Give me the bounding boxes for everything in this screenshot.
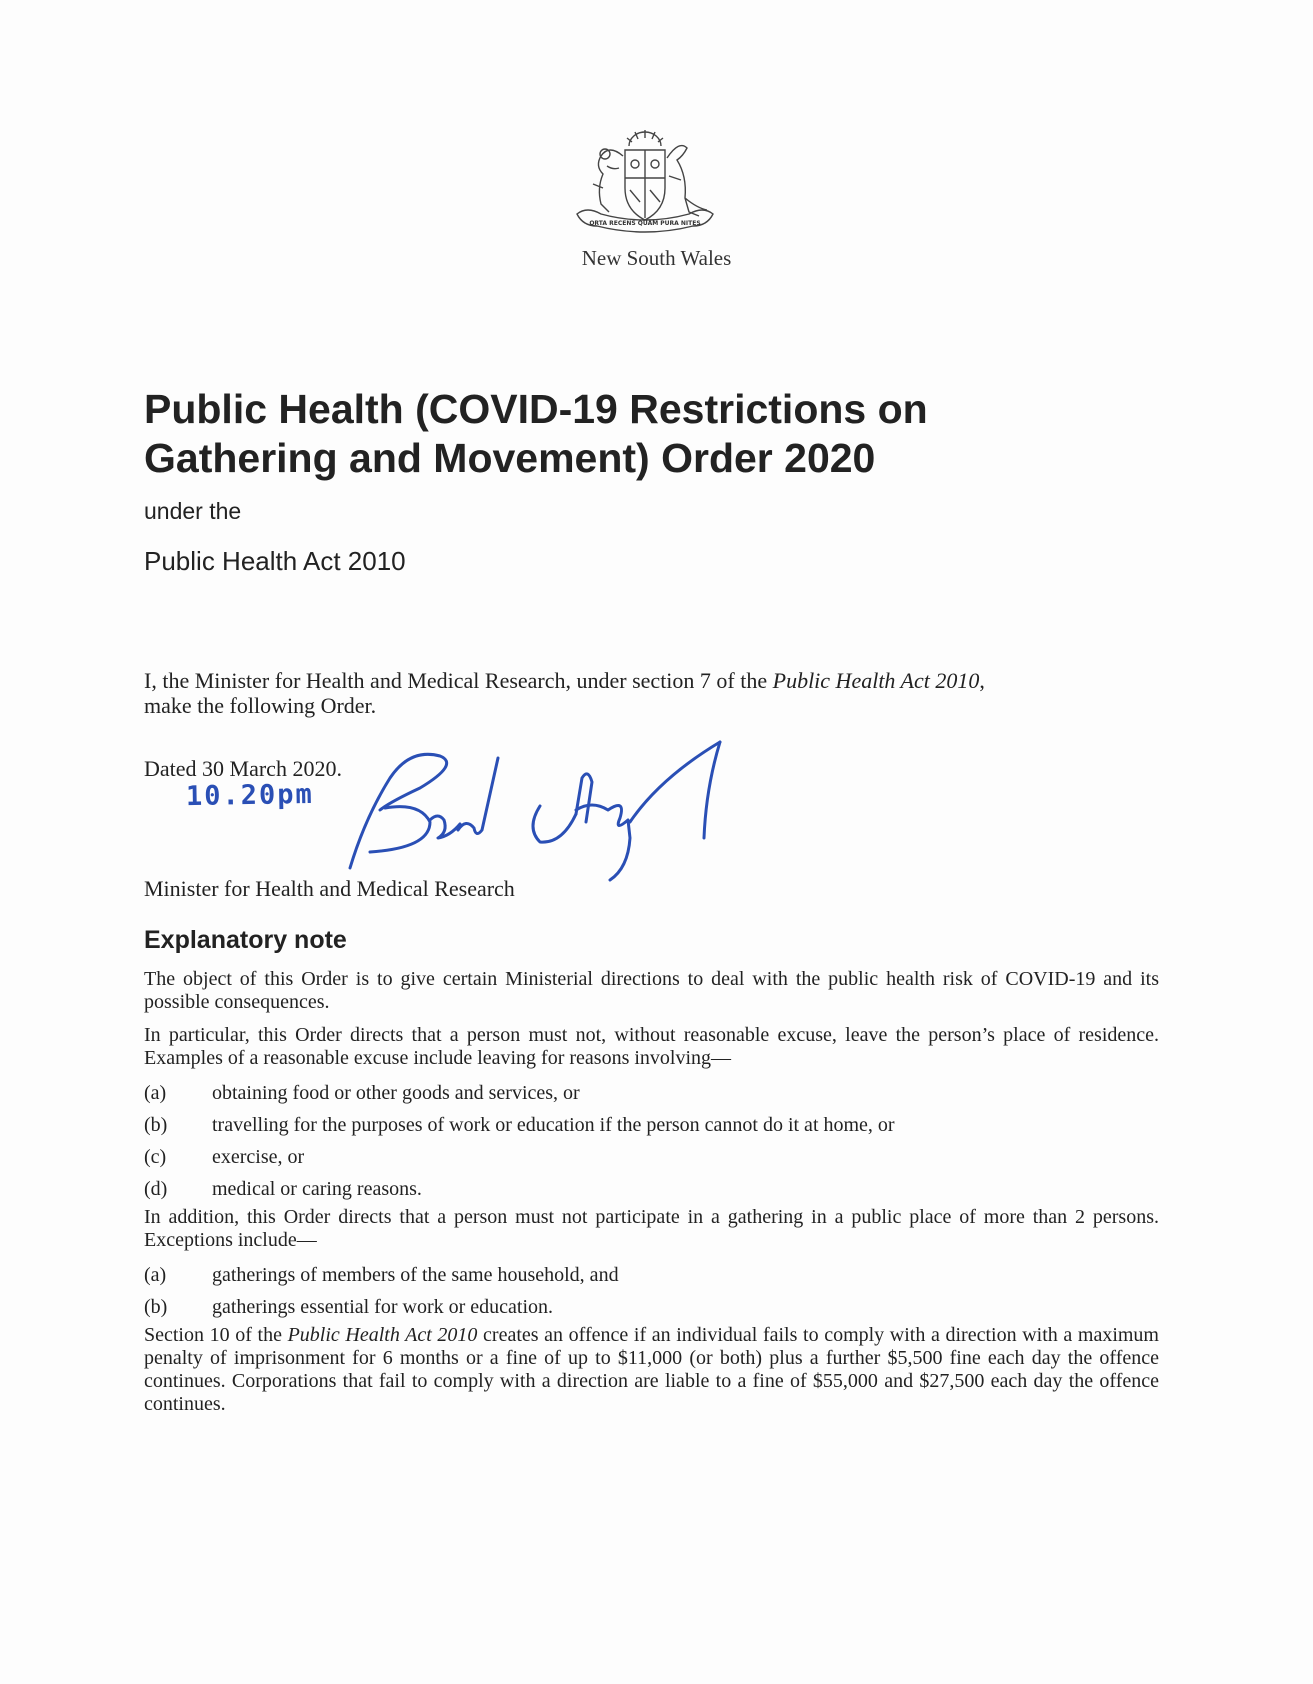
list-item-text: medical or caring reasons. xyxy=(212,1178,422,1200)
explanatory-paragraph-4 xyxy=(144,1324,1159,1416)
title-line-1: Public Health (COVID-19 Restrictions on xyxy=(144,386,928,432)
p4-act-italic: Public Health Act 2010 xyxy=(287,1324,478,1346)
list-item-mark: (a) xyxy=(144,1082,167,1104)
act-name: Public Health Act 2010 xyxy=(144,546,406,576)
list-item-text: gatherings of members of the same household, and xyxy=(212,1264,619,1286)
explanatory-paragraph-3: In addition, this Order directs that a person must not participate in a gathering in a public place of more than 2 persons. Exceptions include— xyxy=(144,1206,1159,1251)
list-item-text: exercise, or xyxy=(212,1146,305,1168)
handwritten-time: 10.20pm xyxy=(185,778,315,813)
list-item xyxy=(144,1114,895,1137)
signature-image xyxy=(330,738,800,888)
intro-paragraph xyxy=(144,668,1159,718)
under-the-label: under the xyxy=(144,498,242,524)
list-item xyxy=(144,1082,580,1105)
list-item xyxy=(144,1264,619,1287)
explanatory-note-heading: Explanatory note xyxy=(144,926,347,954)
minister-title: Minister for Health and Medical Research xyxy=(144,876,515,901)
title-line-2: Gathering and Movement) Order 2020 xyxy=(144,435,876,481)
intro-comma: , xyxy=(979,668,985,693)
explanatory-paragraph-1: The object of this Order is to give certain Ministerial directions to deal with the public health risk of COVID-19 and its possible consequences. xyxy=(144,968,1159,1013)
list-item-text: gatherings essential for work or education. xyxy=(212,1296,554,1318)
explanatory-paragraph-2: In particular, this Order directs that a person must not, without reasonable excuse, leave the person’s place of residence. Examples of a reasonable excuse include leaving for reasons involving— xyxy=(144,1024,1159,1069)
page-title xyxy=(144,385,1194,483)
crest-motto: ORTA RECENS QUAM PURA NITES xyxy=(589,220,701,227)
list-item xyxy=(144,1178,422,1201)
state-name: New South Wales xyxy=(581,246,732,270)
list-item xyxy=(144,1296,553,1319)
list-item-mark: (b) xyxy=(144,1114,168,1136)
p4-pre: Section 10 of the xyxy=(144,1324,288,1346)
intro-text: I, the Minister for Health and Medical Research, under section 7 of the xyxy=(144,668,773,693)
dated-line: Dated 30 March 2020. xyxy=(144,756,342,781)
list-item-text: obtaining food or other goods and services, or xyxy=(212,1082,580,1104)
list-item-mark: (d) xyxy=(144,1178,168,1200)
list-item-mark: (c) xyxy=(144,1146,167,1168)
intro-act-italic: Public Health Act 2010 xyxy=(772,668,980,693)
list-item-mark: (a) xyxy=(144,1264,167,1286)
list-item xyxy=(144,1146,304,1169)
intro-line-2: make the following Order. xyxy=(144,693,377,718)
list-item-text: travelling for the purposes of work or education if the person cannot do it at home, or xyxy=(212,1114,895,1136)
nsw-coat-of-arms-icon xyxy=(567,126,723,244)
p4-post: creates an offence if an individual fails to comply with a direction with a maximum penalty of imprisonment for 6 months or a fine of up to $11,000 (or both) plus a further $5,500 fine each day the offence continues. Corporations that fail to comply with a direction are liable to a fine of $55,000 and $27,500 each day the offence continues. xyxy=(144,1324,1159,1415)
list-item-mark: (b) xyxy=(144,1296,168,1318)
